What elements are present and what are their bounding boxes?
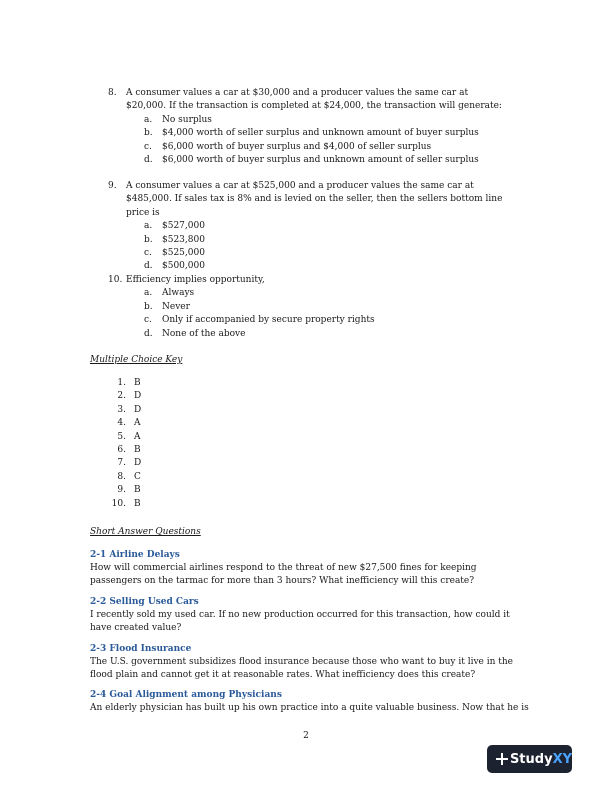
option-letter: c.	[144, 248, 152, 259]
short-answer-title: 2-2 Selling Used Cars	[90, 597, 199, 607]
key-row	[108, 390, 141, 403]
key-number: 8.	[117, 471, 126, 482]
short-answer-2-4	[90, 689, 530, 715]
option-c	[144, 247, 508, 260]
short-answer-title: 2-3 Flood Insurance	[90, 644, 192, 654]
question-number: 9.	[108, 181, 117, 191]
badge-text-xy: XY	[552, 751, 572, 767]
key-answer: D	[134, 458, 142, 469]
key-row	[108, 457, 141, 470]
key-answer: A	[134, 418, 141, 429]
key-row	[108, 404, 141, 417]
key-number: 2.	[117, 391, 126, 402]
key-row	[108, 417, 141, 430]
key-number: 3.	[117, 404, 126, 415]
question-stem: Efficiency implies opportunity,	[126, 275, 265, 285]
option-text: $500,000	[162, 261, 205, 272]
option-text: $6,000 worth of buyer surplus and unknown amount of seller surplus	[162, 155, 479, 166]
badge-text-study: Study	[509, 751, 553, 767]
key-number: 6.	[117, 444, 126, 455]
option-letter: a.	[144, 114, 153, 125]
key-row	[108, 431, 141, 444]
key-number: 9.	[117, 485, 126, 496]
short-answer-text: I recently sold my used car. If no new production occurred for this transaction, how could it have created value?	[90, 610, 510, 634]
option-letter: a.	[144, 288, 153, 299]
question-10	[108, 274, 508, 341]
option-text: None of the above	[162, 328, 246, 339]
option-d	[144, 328, 508, 341]
option-d	[144, 154, 508, 167]
option-a	[144, 287, 508, 300]
key-answer: B	[134, 378, 141, 388]
key-row	[108, 444, 141, 457]
question-stem: A consumer values a car at $525,000 and a producer values the same car at $485,000. If sales tax is 8% and is levied on the seller, then the sellers bottom line price is	[126, 181, 503, 218]
key-answer: D	[134, 404, 142, 415]
key-number: 10.	[111, 498, 126, 509]
key-answer: C	[134, 471, 141, 482]
question-number: 8.	[108, 88, 117, 98]
plus-icon	[496, 753, 505, 765]
option-text: $6,000 worth of buyer surplus and $4,000 of seller surplus	[162, 141, 432, 152]
key-row	[108, 498, 141, 511]
option-b	[144, 127, 508, 140]
option-text: Only if accompanied by secure property rights	[162, 315, 375, 326]
option-text: No surplus	[162, 114, 212, 125]
option-a	[144, 114, 508, 127]
option-letter: d.	[144, 155, 153, 166]
key-answer: B	[134, 444, 141, 455]
option-letter: c.	[144, 141, 152, 152]
answer-key-list	[108, 377, 141, 511]
option-letter: c.	[144, 315, 152, 326]
option-c	[144, 141, 508, 154]
studyxy-badge[interactable]	[487, 745, 572, 773]
key-answer: B	[134, 498, 141, 509]
option-letter: b.	[144, 128, 153, 139]
key-number: 4.	[117, 418, 126, 429]
page-number: 2	[303, 731, 309, 741]
key-answer: A	[134, 431, 141, 442]
question-number: 10.	[108, 275, 123, 285]
question-8	[108, 87, 508, 167]
key-answer: B	[134, 485, 141, 496]
option-text: $525,000	[162, 248, 205, 259]
question-9	[108, 180, 508, 274]
short-answer-heading: Short Answer Questions	[90, 527, 201, 537]
option-a	[144, 220, 508, 233]
short-answer-title: 2-4 Goal Alignment among Physicians	[90, 690, 282, 700]
key-row	[108, 377, 141, 390]
option-d	[144, 260, 508, 273]
short-answer-title: 2-1 Airline Delays	[90, 550, 180, 560]
option-text: $523,800	[162, 234, 205, 245]
option-b	[144, 301, 508, 314]
option-letter: b.	[144, 234, 153, 245]
key-number: 7.	[117, 458, 126, 469]
multiple-choice-key-heading: Multiple Choice Key	[90, 355, 183, 365]
option-text: Always	[162, 288, 195, 299]
question-stem: A consumer values a car at $30,000 and a producer values the same car at $20,000. If the transaction is completed at $24,000, the transaction will generate:	[126, 88, 502, 112]
key-answer: D	[134, 391, 142, 402]
option-b	[144, 234, 508, 247]
short-answer-2-2	[90, 596, 530, 636]
option-c	[144, 314, 508, 327]
option-letter: d.	[144, 261, 153, 272]
option-text: $527,000	[162, 221, 205, 232]
short-answer-2-1	[90, 549, 530, 589]
key-number: 1.	[117, 378, 126, 388]
short-answer-text: An elderly physician has built up his own practice into a quite valuable business. Now that he is	[90, 703, 529, 714]
key-number: 5.	[117, 431, 126, 442]
short-answer-2-3	[90, 643, 530, 683]
key-row	[108, 471, 141, 484]
option-text: $4,000 worth of seller surplus and unknown amount of buyer surplus	[162, 128, 479, 139]
key-row	[108, 484, 141, 497]
option-letter: d.	[144, 328, 153, 339]
option-letter: a.	[144, 221, 153, 232]
short-answer-text: How will commercial airlines respond to the threat of new $27,500 fines for keeping passengers on the tarmac for more than 3 hours? What inefficiency will this create?	[90, 563, 477, 587]
short-answer-text: The U.S. government subsidizes flood insurance because those who want to buy it live in the flood plain and cannot get it at reasonable rates. What inefficiency does this create?	[90, 657, 514, 681]
option-text: Never	[162, 301, 190, 312]
option-letter: b.	[144, 301, 153, 312]
